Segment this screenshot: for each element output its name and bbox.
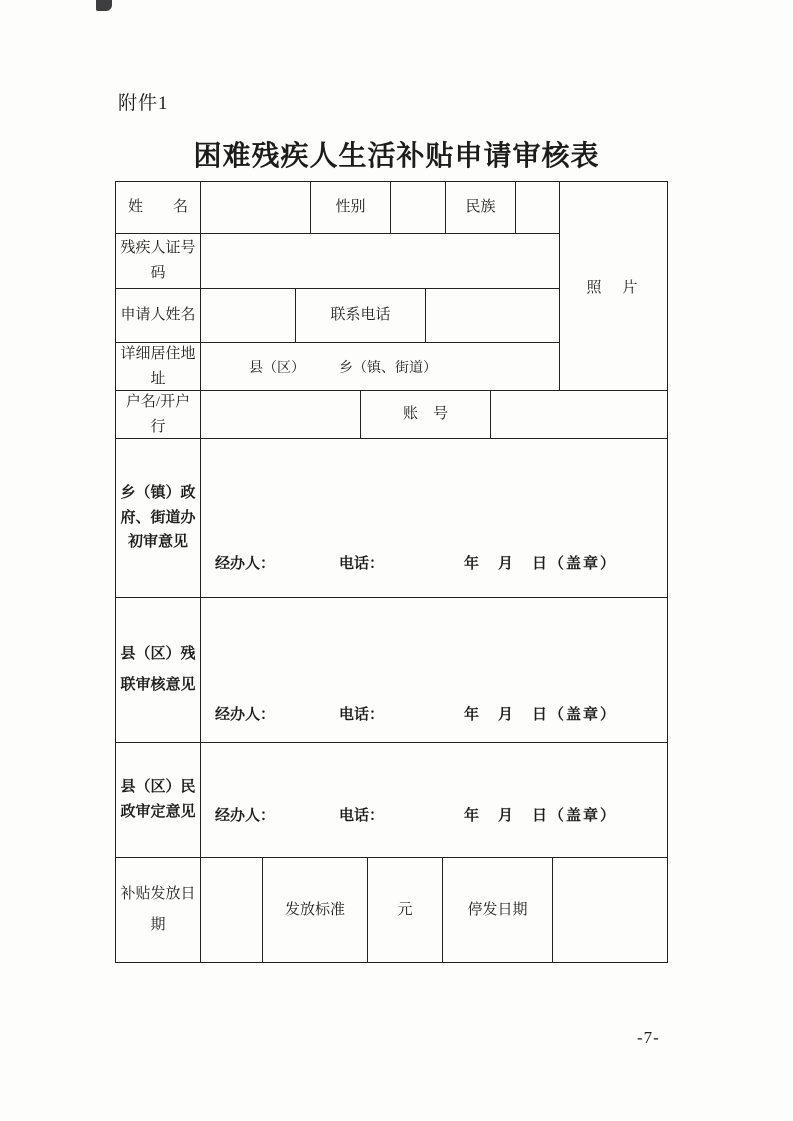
contact-phone-label: 联系电话: [296, 289, 426, 342]
phone-label: 电话：: [339, 808, 385, 824]
photo-cell: 照 片: [586, 279, 641, 296]
attachment-label: 附件1: [118, 93, 169, 114]
phone-label: 电话：: [339, 707, 385, 723]
federation-review-row: [116, 598, 667, 743]
federation-review-label: 县（区）残联审核意见: [116, 598, 201, 742]
civil-affairs-review-sign-line: [215, 804, 661, 825]
agent-label: 经办人：: [215, 556, 276, 572]
ethnicity-input-cell: [516, 182, 559, 233]
name-row: [116, 182, 559, 234]
township-label: 乡（镇、街道）: [339, 360, 437, 376]
account-name-input-cell: [201, 391, 361, 438]
account-number-label: 账 号: [361, 391, 491, 438]
subsidy-row: [116, 858, 667, 962]
federation-review-content-cell: [201, 598, 667, 742]
contact-phone-input-cell: [426, 289, 559, 342]
applicant-name-input-cell: [201, 289, 296, 342]
address-row: [116, 343, 559, 390]
date-stamp-label: 年 月 日（盖章）: [464, 808, 618, 824]
account-row: [116, 391, 667, 439]
upper-left-section: [116, 182, 560, 390]
civil-affairs-review-content-cell: [201, 743, 667, 857]
stop-date-label: 停发日期: [443, 858, 553, 962]
township-review-row: [116, 439, 667, 598]
application-form-table: [115, 181, 668, 963]
date-stamp-label: 年 月 日（盖章）: [464, 707, 618, 723]
civil-affairs-review-row: [116, 743, 667, 858]
gender-label: 性别: [311, 182, 391, 233]
township-review-sign-line: [215, 552, 661, 573]
township-review-label: 乡（镇）政府、街道办初审意见: [116, 439, 201, 597]
address-label: 详细居住地址: [116, 343, 201, 390]
federation-review-sign-line: [215, 703, 661, 724]
ethnicity-label: 民族: [446, 182, 516, 233]
applicant-name-label: 申请人姓名: [116, 289, 201, 342]
subsidy-date-label: 补贴发放日期: [116, 858, 201, 962]
address-input-cell: [201, 343, 559, 390]
phone-label: 电话：: [339, 556, 385, 572]
county-label: 县（区）: [249, 360, 305, 376]
standard-unit-cell: 元: [368, 858, 443, 962]
cert-number-label: 残疾人证号码: [116, 234, 201, 288]
civil-affairs-review-label: 县（区）民政审定意见: [116, 743, 201, 857]
name-label: 姓 名: [116, 182, 201, 233]
page-title: 困难残疾人生活补贴申请审核表: [193, 141, 600, 172]
date-stamp-label: 年 月 日（盖章）: [464, 556, 618, 572]
agent-label: 经办人：: [215, 707, 276, 723]
account-number-input-cell: [491, 391, 667, 438]
standard-label: 发放标准: [263, 858, 368, 962]
township-review-content-cell: [201, 439, 667, 597]
subsidy-date-input-cell: [201, 858, 263, 962]
name-input-cell: [201, 182, 311, 233]
scan-artifact: [96, 0, 112, 11]
gender-input-cell: [391, 182, 446, 233]
applicant-row: [116, 289, 559, 343]
account-name-label: 户名/开户行: [116, 391, 201, 438]
agent-label: 经办人：: [215, 808, 276, 824]
cert-number-row: [116, 234, 559, 289]
upper-section: [116, 182, 667, 391]
page-number: -7-: [637, 1028, 660, 1047]
stop-date-input-cell: [553, 858, 667, 962]
cert-number-input-cell: [201, 234, 559, 288]
